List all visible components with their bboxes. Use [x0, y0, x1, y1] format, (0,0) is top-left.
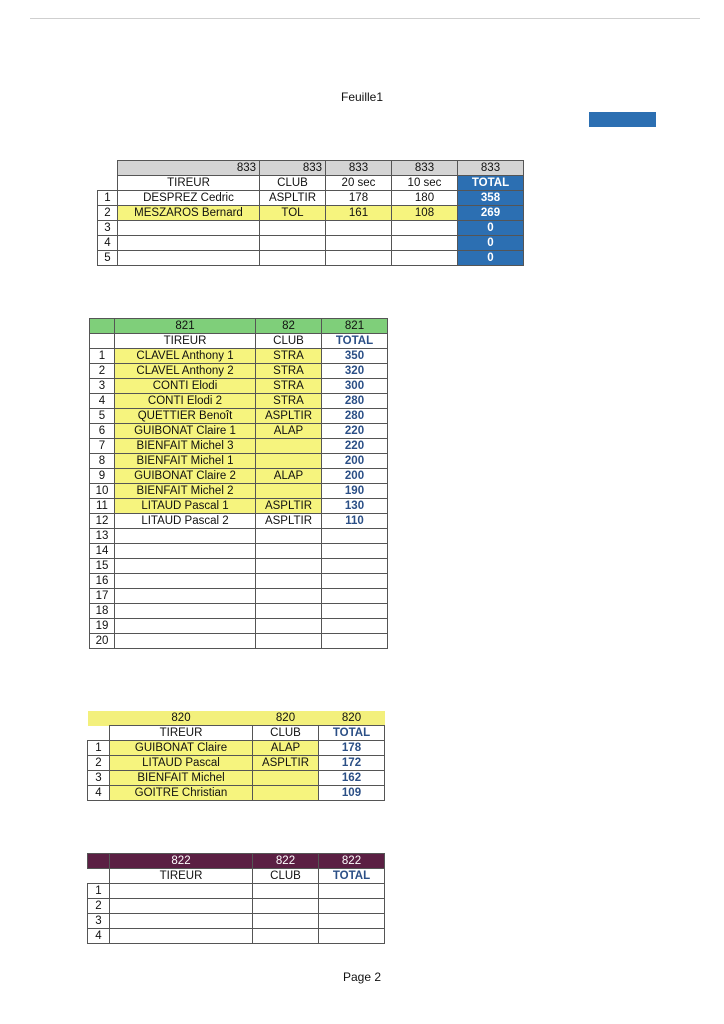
row-number: 7 — [90, 439, 115, 454]
col-header-tireur: TIREUR — [110, 869, 253, 884]
table-row — [88, 914, 385, 929]
cell-total: 200 — [322, 469, 388, 484]
cell-tireur — [118, 251, 260, 266]
row-number: 4 — [88, 786, 110, 801]
table-row — [88, 786, 385, 801]
row-number: 3 — [88, 771, 110, 786]
scan-top-edge — [30, 18, 700, 19]
cell-total — [322, 589, 388, 604]
cell-tireur — [118, 236, 260, 251]
cell-club — [256, 544, 322, 559]
row-number: 4 — [90, 394, 115, 409]
cell-club — [256, 529, 322, 544]
table-row — [90, 499, 388, 514]
row-number: 5 — [90, 409, 115, 424]
cell-tireur: DESPREZ Cedric — [118, 191, 260, 206]
cell-total — [322, 529, 388, 544]
cell-total: 178 — [319, 741, 385, 756]
row-number: 8 — [90, 454, 115, 469]
cell-club — [256, 604, 322, 619]
cell-total — [319, 884, 385, 899]
table-row — [98, 206, 524, 221]
cell-club: STRA — [256, 379, 322, 394]
table-column-headers — [88, 869, 385, 884]
cell-tireur — [110, 914, 253, 929]
cell-20sec: 161 — [326, 206, 392, 221]
table-row — [90, 454, 388, 469]
cell-tireur: GUIBONAT Claire — [110, 741, 253, 756]
row-number: 1 — [98, 191, 118, 206]
col-header-10sec: 10 sec — [392, 176, 458, 191]
table-row — [90, 574, 388, 589]
col-header-total: TOTAL — [458, 176, 524, 191]
cell-tireur — [115, 529, 256, 544]
table-row — [90, 394, 388, 409]
row-number: 2 — [88, 756, 110, 771]
header-code: 821 — [322, 319, 388, 334]
row-number: 2 — [98, 206, 118, 221]
cell-tireur: CLAVEL Anthony 1 — [115, 349, 256, 364]
cell-club: ASPLTIR — [256, 499, 322, 514]
cell-tireur — [110, 929, 253, 944]
cell-club — [253, 929, 319, 944]
cell-tireur — [115, 634, 256, 649]
cell-club — [260, 236, 326, 251]
cell-total — [322, 619, 388, 634]
header-code: 833 — [260, 161, 326, 176]
cell-total: 269 — [458, 206, 524, 221]
col-header-total: TOTAL — [319, 869, 385, 884]
cell-total: 200 — [322, 454, 388, 469]
table-row — [90, 364, 388, 379]
table-header-codes — [98, 161, 524, 176]
row-number: 17 — [90, 589, 115, 604]
table-row — [90, 469, 388, 484]
cell-total: 190 — [322, 484, 388, 499]
table-row — [88, 771, 385, 786]
cell-total: 300 — [322, 379, 388, 394]
cell-tireur: MESZAROS Bernard — [118, 206, 260, 221]
cell-club: ASPLTIR — [256, 409, 322, 424]
row-number: 11 — [90, 499, 115, 514]
cell-tireur: GUIBONAT Claire 2 — [115, 469, 256, 484]
cell-total — [322, 544, 388, 559]
table-833 — [97, 160, 524, 266]
table-row — [90, 439, 388, 454]
cell-club — [256, 634, 322, 649]
row-number: 1 — [88, 884, 110, 899]
col-header-total: TOTAL — [319, 726, 385, 741]
row-number: 6 — [90, 424, 115, 439]
cell-total — [322, 634, 388, 649]
table-821 — [89, 318, 388, 649]
header-code: 820 — [319, 711, 385, 726]
cell-club — [260, 221, 326, 236]
table-row — [98, 191, 524, 206]
row-number: 4 — [98, 236, 118, 251]
cell-tireur: BIENFAIT Michel 2 — [115, 484, 256, 499]
cell-total: 0 — [458, 221, 524, 236]
table-row — [90, 634, 388, 649]
cell-total: 109 — [319, 786, 385, 801]
row-number: 15 — [90, 559, 115, 574]
cell-tireur: CLAVEL Anthony 2 — [115, 364, 256, 379]
cell-tireur: LITAUD Pascal 1 — [115, 499, 256, 514]
cell-total — [322, 574, 388, 589]
cell-10sec: 180 — [392, 191, 458, 206]
cell-total: 0 — [458, 236, 524, 251]
cell-total: 130 — [322, 499, 388, 514]
table-row — [90, 484, 388, 499]
cell-20sec: 178 — [326, 191, 392, 206]
cell-club — [256, 439, 322, 454]
cell-tireur — [115, 604, 256, 619]
cell-club — [253, 884, 319, 899]
row-number: 12 — [90, 514, 115, 529]
row-number: 19 — [90, 619, 115, 634]
cell-club: ALAP — [256, 469, 322, 484]
cell-total: 280 — [322, 394, 388, 409]
cell-club — [256, 454, 322, 469]
table-row — [90, 529, 388, 544]
table-row — [90, 619, 388, 634]
row-number: 1 — [90, 349, 115, 364]
cell-club: STRA — [256, 349, 322, 364]
row-number: 2 — [90, 364, 115, 379]
cell-total: 358 — [458, 191, 524, 206]
cell-club — [253, 771, 319, 786]
row-number: 14 — [90, 544, 115, 559]
table-header-codes — [90, 319, 388, 334]
row-number: 10 — [90, 484, 115, 499]
header-code: 833 — [392, 161, 458, 176]
cell-tireur: BIENFAIT Michel 3 — [115, 439, 256, 454]
cell-tireur — [115, 574, 256, 589]
cell-total — [319, 914, 385, 929]
row-number: 13 — [90, 529, 115, 544]
col-header-club: CLUB — [256, 334, 322, 349]
page-number: Page 2 — [342, 970, 382, 984]
row-number: 16 — [90, 574, 115, 589]
header-code: 833 — [458, 161, 524, 176]
row-number: 5 — [98, 251, 118, 266]
cell-20sec — [326, 251, 392, 266]
table-row — [88, 929, 385, 944]
cell-20sec — [326, 221, 392, 236]
row-number: 9 — [90, 469, 115, 484]
header-code: 820 — [110, 711, 253, 726]
table-row — [90, 424, 388, 439]
blue-marker-bar — [589, 112, 656, 127]
table-column-headers — [98, 176, 524, 191]
table-row — [98, 236, 524, 251]
header-code: 822 — [319, 854, 385, 869]
cell-10sec — [392, 221, 458, 236]
col-header-20sec: 20 sec — [326, 176, 392, 191]
header-code: 822 — [110, 854, 253, 869]
col-header-club: CLUB — [260, 176, 326, 191]
cell-tireur — [118, 221, 260, 236]
cell-tireur: BIENFAIT Michel — [110, 771, 253, 786]
table-row — [90, 349, 388, 364]
cell-club — [256, 619, 322, 634]
cell-total: 220 — [322, 439, 388, 454]
cell-total — [319, 929, 385, 944]
cell-club: ASPLTIR — [253, 756, 319, 771]
cell-total: 172 — [319, 756, 385, 771]
cell-total: 350 — [322, 349, 388, 364]
cell-club: ASPLTIR — [260, 191, 326, 206]
cell-tireur — [115, 544, 256, 559]
row-number: 20 — [90, 634, 115, 649]
sheet-title: Feuille1 — [340, 90, 384, 104]
table-header-codes — [88, 854, 385, 869]
cell-tireur: GUIBONAT Claire 1 — [115, 424, 256, 439]
cell-10sec: 108 — [392, 206, 458, 221]
header-code: 821 — [115, 319, 256, 334]
col-header-tireur: TIREUR — [118, 176, 260, 191]
cell-club: STRA — [256, 394, 322, 409]
cell-tireur: BIENFAIT Michel 1 — [115, 454, 256, 469]
cell-total: 280 — [322, 409, 388, 424]
cell-club: ASPLTIR — [256, 514, 322, 529]
cell-tireur: QUETTIER Benoît — [115, 409, 256, 424]
cell-club: STRA — [256, 364, 322, 379]
col-header-club: CLUB — [253, 726, 319, 741]
cell-club: ALAP — [256, 424, 322, 439]
cell-club: TOL — [260, 206, 326, 221]
cell-club — [253, 914, 319, 929]
table-header-codes — [88, 711, 385, 726]
table-row — [90, 544, 388, 559]
row-number: 1 — [88, 741, 110, 756]
table-820 — [87, 711, 385, 801]
cell-tireur — [115, 619, 256, 634]
row-number: 2 — [88, 899, 110, 914]
cell-20sec — [326, 236, 392, 251]
cell-tireur — [115, 559, 256, 574]
col-header-tireur: TIREUR — [115, 334, 256, 349]
table-row — [98, 221, 524, 236]
cell-tireur: CONTI Elodi 2 — [115, 394, 256, 409]
cell-club — [253, 786, 319, 801]
row-number: 4 — [88, 929, 110, 944]
cell-total: 220 — [322, 424, 388, 439]
header-code: 822 — [253, 854, 319, 869]
cell-club — [256, 589, 322, 604]
table-row — [88, 756, 385, 771]
table-row — [90, 589, 388, 604]
table-row — [90, 514, 388, 529]
cell-total — [322, 604, 388, 619]
row-number: 18 — [90, 604, 115, 619]
header-code: 833 — [118, 161, 260, 176]
table-column-headers — [88, 726, 385, 741]
cell-total: 320 — [322, 364, 388, 379]
cell-total: 162 — [319, 771, 385, 786]
table-row — [90, 379, 388, 394]
row-number: 3 — [88, 914, 110, 929]
header-code: 82 — [256, 319, 322, 334]
table-row — [88, 899, 385, 914]
cell-tireur — [110, 899, 253, 914]
cell-tireur: LITAUD Pascal — [110, 756, 253, 771]
cell-club: ALAP — [253, 741, 319, 756]
cell-tireur: LITAUD Pascal 2 — [115, 514, 256, 529]
cell-tireur: GOITRE Christian — [110, 786, 253, 801]
cell-total — [319, 899, 385, 914]
table-822 — [87, 853, 385, 944]
cell-tireur — [115, 589, 256, 604]
col-header-total: TOTAL — [322, 334, 388, 349]
row-number: 3 — [98, 221, 118, 236]
cell-total: 0 — [458, 251, 524, 266]
row-number: 3 — [90, 379, 115, 394]
cell-10sec — [392, 236, 458, 251]
col-header-club: CLUB — [253, 869, 319, 884]
table-column-headers — [90, 334, 388, 349]
cell-total — [322, 559, 388, 574]
table-row — [88, 741, 385, 756]
cell-club — [256, 574, 322, 589]
cell-club — [256, 484, 322, 499]
col-header-tireur: TIREUR — [110, 726, 253, 741]
table-row — [88, 884, 385, 899]
cell-club — [260, 251, 326, 266]
header-code: 833 — [326, 161, 392, 176]
table-row — [90, 559, 388, 574]
table-row — [98, 251, 524, 266]
cell-club — [253, 899, 319, 914]
table-row — [90, 604, 388, 619]
cell-club — [256, 559, 322, 574]
cell-total: 110 — [322, 514, 388, 529]
cell-tireur: CONTI Elodi — [115, 379, 256, 394]
header-code: 820 — [253, 711, 319, 726]
cell-10sec — [392, 251, 458, 266]
table-row — [90, 409, 388, 424]
cell-tireur — [110, 884, 253, 899]
